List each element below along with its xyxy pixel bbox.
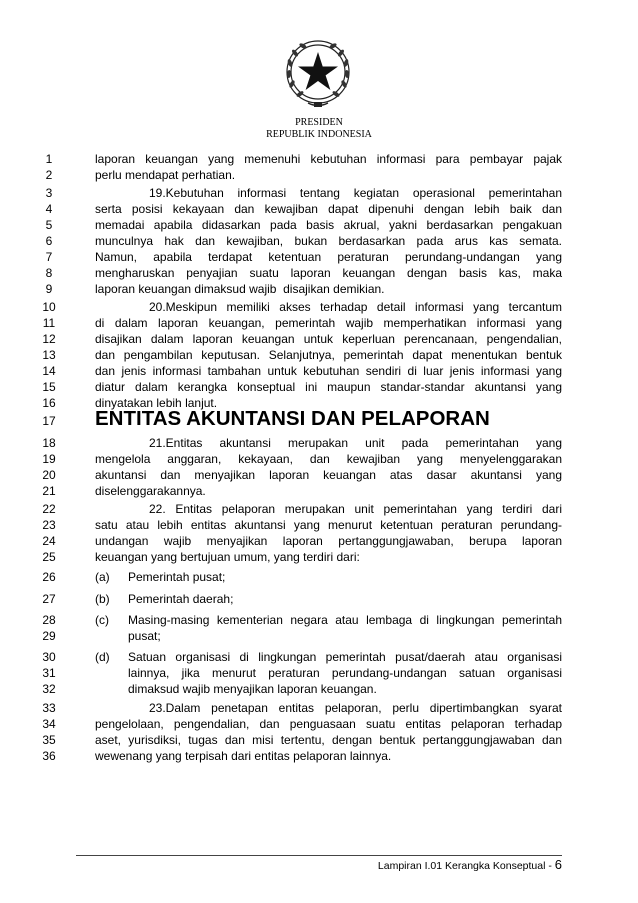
line-number: 35: [42, 733, 56, 747]
body-text-line: 20.Meskipun memiliki akses terhadap detail informasi yang tercantum: [149, 300, 562, 314]
line-number: 12: [42, 332, 56, 346]
line-number: 31: [42, 666, 56, 680]
list-item-text: dimaksud wajib menyajikan laporan keuangan.: [128, 682, 377, 696]
body-text-line: diatur dalam kerangka konseptual ini maupun standar-standar akuntansi yang: [95, 380, 562, 394]
line-number: 32: [42, 682, 56, 696]
line-number: 22: [42, 502, 56, 516]
line-number: 30: [42, 650, 56, 664]
body-text-line: serta posisi kekayaan dan kewajiban dapat dipenuhi dengan lebih baik dan: [95, 202, 562, 216]
line-number: 29: [42, 629, 56, 643]
line-number: 26: [42, 570, 56, 584]
line-number: 8: [45, 266, 53, 280]
line-number: 13: [42, 348, 56, 362]
body-text-line: perlu mendapat perhatian.: [95, 168, 236, 182]
line-number: 27: [42, 592, 56, 606]
body-text-line: diselenggarakannya.: [95, 484, 206, 498]
line-number: 10: [42, 300, 56, 314]
list-item-label: (b): [95, 592, 110, 606]
body-text-line: memadai apabila didasarkan pada basis akrual, yakni berdasarkan pengakuan: [95, 218, 562, 232]
body-text-line: Namun, apabila terdapat ketentuan peraturan perundang-undangan yang: [95, 250, 562, 264]
line-number: 18: [42, 436, 56, 450]
body-text-line: mengelola anggaran, kekayaan, dan kewajiban yang menyelenggarakan: [95, 452, 562, 466]
line-number: 9: [45, 282, 53, 296]
line-number: 1: [45, 152, 53, 166]
line-number: 3: [45, 186, 53, 200]
body-text-line: dan pengambilan keputusan. Selanjutnya, pemerintah dapat menentukan bentuk: [95, 348, 562, 362]
body-text-line: laporan keuangan yang memenuhi kebutuhan informasi para pembayar pajak: [95, 152, 562, 166]
line-number: 17: [42, 414, 56, 428]
body-text-line: 19.Kebutuhan informasi tentang kegiatan operasional pemerintahan: [149, 186, 562, 200]
body-text-line: 22. Entitas pelaporan merupakan unit pemerintahan yang terdiri dari: [149, 502, 562, 516]
body-text-line: wewenang yang terpisah dari entitas pelaporan lainnya.: [95, 749, 392, 763]
line-number: 19: [42, 452, 56, 466]
body-text-line: munculnya hak dan kewajiban, bukan berdasarkan pada arus kas semata.: [95, 234, 562, 248]
body-text-line: keuangan yang bertujuan umum, yang terdiri dari:: [95, 550, 360, 564]
list-item-text: pusat;: [128, 629, 161, 643]
header-title: PRESIDEN: [295, 117, 343, 128]
body-text-line: dinyatakan lebih lanjut.: [95, 396, 218, 410]
list-item-text: Pemerintah daerah;: [128, 592, 234, 606]
body-text-line: undangan wajib menyajikan laporan pertanggungjawaban, berupa laporan: [95, 534, 562, 548]
body-text-line: mengharuskan penyajian suatu laporan keuangan dengan basis kas, maka: [95, 266, 562, 280]
garuda-emblem-icon: [278, 32, 358, 112]
footer-text: Lampiran I.01 Kerangka Konseptual -: [377, 860, 555, 872]
list-item-text: lainnya, jika menurut peraturan perundang-undangan satuan organisasi: [128, 666, 562, 680]
line-number: 36: [42, 749, 56, 763]
body-text-line: 23.Dalam penetapan entitas pelaporan, perlu dipertimbangkan syarat: [149, 701, 562, 715]
line-number: 25: [42, 550, 56, 564]
body-text-line: laporan keuangan dimaksud wajib disajikan demikian.: [95, 282, 385, 296]
line-number: 23: [42, 518, 56, 532]
body-text-line: disajikan dalam laporan keuangan untuk keperluan perencanaan, pengendalian,: [95, 332, 562, 346]
page-footer: [378, 858, 562, 873]
page-number: 6: [554, 857, 562, 872]
body-text-line: dan jenis informasi tambahan untuk kebutuhan sendiri di luar jenis informasi yang: [95, 364, 562, 378]
section-heading: ENTITAS AKUNTANSI DAN PELAPORAN: [95, 407, 490, 430]
list-item-text: Masing-masing kementerian negara atau lembaga di lingkungan pemerintah: [128, 613, 562, 627]
body-text-line: 21.Entitas akuntansi merupakan unit pada pemerintahan yang: [149, 436, 562, 450]
line-number: 21: [42, 484, 56, 498]
line-number: 20: [42, 468, 56, 482]
line-number: 7: [45, 250, 53, 264]
body-text-line: satu atau lebih entitas akuntansi yang menurut ketentuan peraturan perundang-: [95, 518, 562, 532]
line-number: 14: [42, 364, 56, 378]
line-number: 5: [45, 218, 53, 232]
line-number: 28: [42, 613, 56, 627]
line-number: 24: [42, 534, 56, 548]
list-item-text: Pemerintah pusat;: [128, 570, 226, 584]
line-number: 33: [42, 701, 56, 715]
line-number: 34: [42, 717, 56, 731]
line-number: 16: [42, 396, 56, 410]
line-number: 11: [42, 316, 56, 330]
header-subtitle: REPUBLIK INDONESIA: [266, 129, 372, 140]
footer-divider: [76, 855, 562, 856]
line-number: 4: [45, 202, 53, 216]
body-text-line: pengelolaan, pengendalian, dan penguasaan suatu entitas pelaporan terhadap: [95, 717, 562, 731]
body-text-line: di dalam laporan keuangan, pemerintah wajib memperhatikan informasi yang: [95, 316, 562, 330]
line-number: 2: [45, 168, 53, 182]
list-item-label: (c): [95, 613, 109, 627]
list-item-label: (d): [95, 650, 110, 664]
list-item-label: (a): [95, 570, 110, 584]
list-item-text: Satuan organisasi di lingkungan pemerintah pusat/daerah atau organisasi: [128, 650, 562, 664]
body-text-line: aset, yurisdiksi, tugas dan misi tertentu, dengan bentuk pertanggungjawaban dan: [95, 733, 562, 747]
body-text-line: akuntansi dan menyajikan laporan keuangan atas dasar akuntansi yang: [95, 468, 562, 482]
line-number: 6: [45, 234, 53, 248]
line-number: 15: [42, 380, 56, 394]
